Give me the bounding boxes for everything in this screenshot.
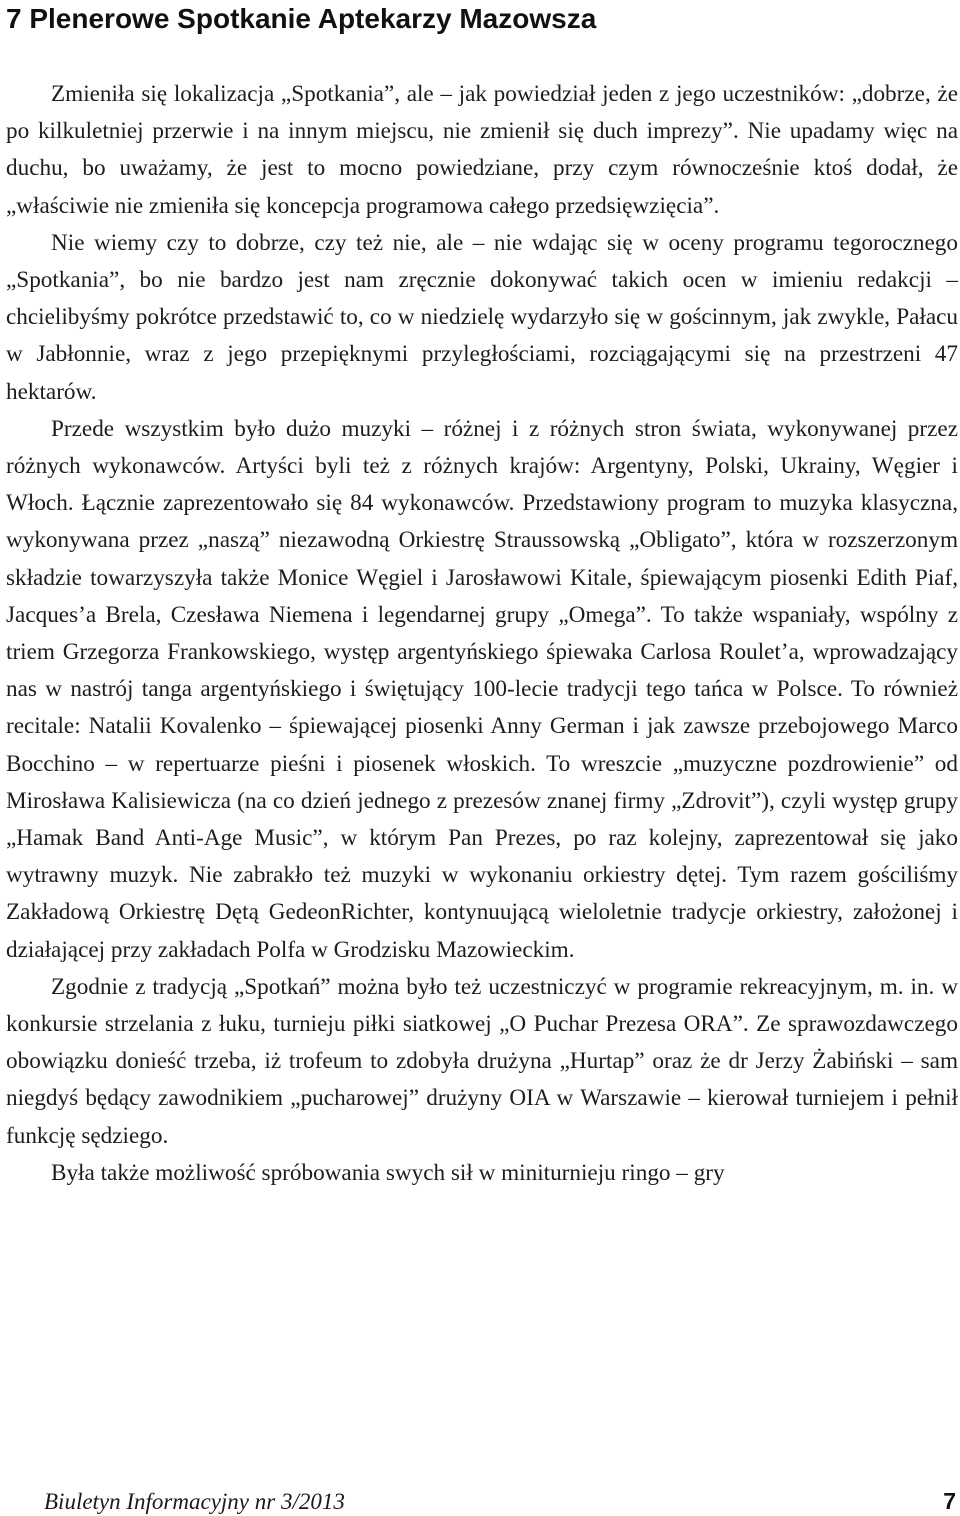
paragraph: Zmieniła się lokalizacja „Spotkania”, ale – jak powiedział jeden z jego uczestników: „dobrze, że po kilkuletniej przerwie i na innym miejscu, nie zmienił się duch imprezy”. Nie upadamy więc na duchu, bo uważamy, że jest to mocno powiedziane, przy czym równocześnie ktoś dodał, że „właściwie nie zmieniła się koncepcja programowa całego przedsięwzięcia”. [6,81,958,219]
paragraph: Zgodnie z tradycją „Spotkań” można było też uczestniczyć w programie rekreacyjnym, m. in. w konkursie strzelania z łuku, turnieju piłki siatkowej „O Puchar Prezesa ORA”. Ze sprawozdawczego obowiązku donieść trzeba, iż trofeum to zdobyła drużyna „Hurtap” oraz że dr Jerzy Żabiński – sam niegdyś będący zawodnikiem „pucharowej” drużyny OIA w Warszawie – kierował turniejem i pełnił funkcję sędziego. [6,973,958,1149]
footer-publication: Biuletyn Informacyjny nr 3/2013 [44,1489,345,1514]
paragraph: Przede wszystkim było dużo muzyki – różnej i z różnych stron świata, wykonywanej przez różnych wykonawców. Artyści byli też z różnych krajów: Argentyny, Polski, Ukrainy, Węgier i Włoch. Łącznie zaprezentowało się 84 wykonawców. Przedstawiony program to muzyka klasyczna, wykonywana przez „naszą” niezawodną Orkiestrę Straussowską „Obligato”, która w rozszerzonym składzie towarzyszyła także Monice Węgiel i Jarosławowi Kitale, śpiewającym piosenki Edith Piaf, Jacques’a Brela, Czesława Niemena i legendarnej grupy „Omega”. To także wspaniały, wspólny z triem Grzegorza Frankowskiego, występ argentyńskiego śpiewaka Carlosa Roulet’a, wprowadzający nas w nastrój tanga argentyńskiego i świętujący 100-lecie tradycji tego tańca w Polsce. To również recitale: Natalii Kovalenko – śpiewającej piosenki Anny German i jak zawsze przebojowego Marco Bocchino – w repertuarze pieśni i piosenek włoskich. To wreszcie „muzyczne pozdrowienie” od Mirosława Kalisiewicza (na co dzień jednego z prezesów znanej firmy „Zdrovit”), czyli występ grupy „Hamak Band Anti-Age Music”, w którym Pan Prezes, po raz kolejny, zaprezentował się jako wytrawny muzyk. Nie zabrakło też muzyki w wykonaniu orkiestry dętej. Tym razem gościliśmy Zakładową Orkiestrę Dętą GedeonRichter, kontynuującą wieloletnie tradycje orkiestry, założonej i działającej przy zakładach Polfa w Grodzisku Mazowieckim. [6,415,958,963]
paragraph: Była także możliwość spróbowania swych sił w miniturnieju ringo – gry [51,1159,725,1186]
page-title: 7 Plenerowe Spotkanie Aptekarzy Mazowsza [6,3,597,34]
paragraph: Nie wiemy czy to dobrze, czy też nie, ale – nie wdając się w oceny programu tegorocznego „Spotkania”, bo nie bardzo jest nam zręcznie dokonywać takich ocen w imieniu redakcji – chcielibyśmy pokrótce przedstawić to, co w niedzielę wydarzyło się w gościnnym, jak zwykle, Pałacu w Jabłonnie, wraz z jego przepięknymi przyległościami, rozciągającymi się na przestrzeni 47 hektarów. [6,229,958,405]
article-body [6,76,958,1192]
page-number: 7 [943,1488,956,1514]
